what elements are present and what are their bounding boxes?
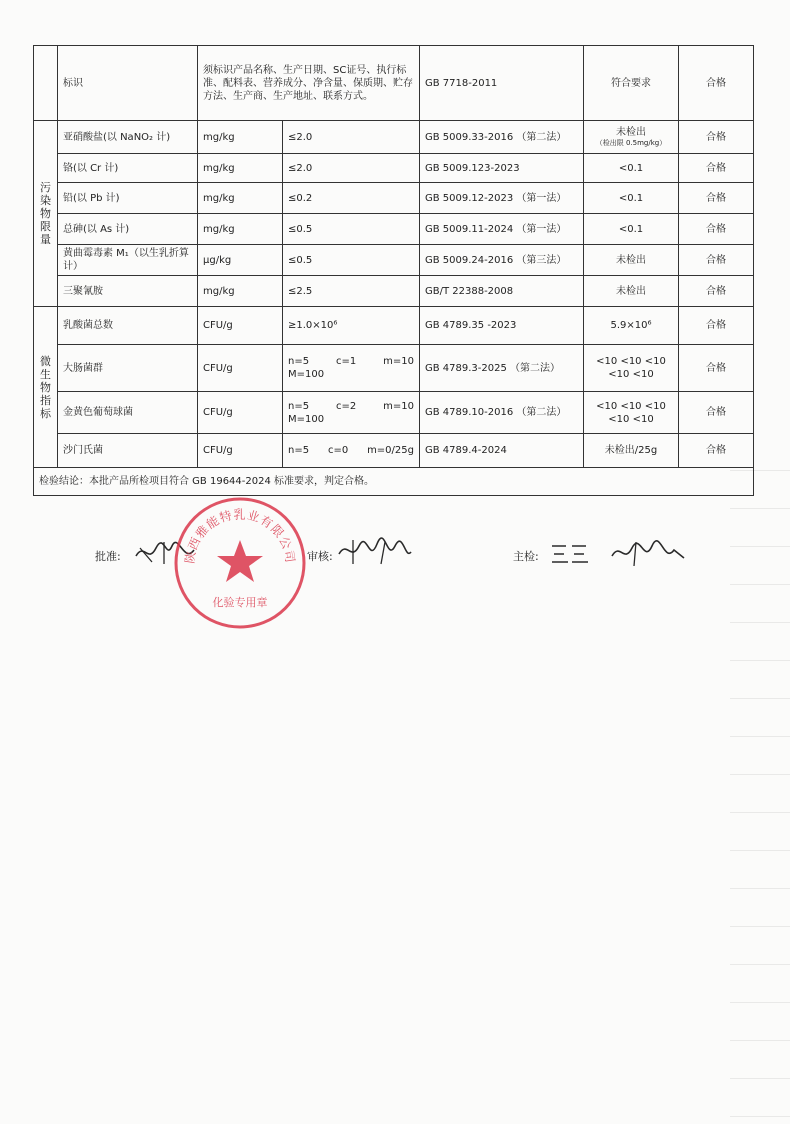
conclusion-row <box>34 468 754 496</box>
verdict-cell: 合格 <box>679 434 754 468</box>
verdict-cell: 合格 <box>679 307 754 345</box>
table-row <box>34 245 754 276</box>
limit-cell: ≤2.0 <box>283 121 420 154</box>
review-signature <box>335 534 415 570</box>
unit-cell: mg/kg <box>198 214 283 245</box>
category-micro: 微 生 物 指 标 <box>34 307 58 468</box>
unit-cell: CFU/g <box>198 392 283 434</box>
table-row <box>34 214 754 245</box>
unit-cell: μg/kg <box>198 245 283 276</box>
result-cell: <10 <10 <10 <10 <10 <box>584 345 679 392</box>
verdict-cell: 合格 <box>679 345 754 392</box>
result-cell: 未检出 <box>584 245 679 276</box>
method-cell: GB 5009.123-2023 <box>420 154 584 183</box>
unit-cell: CFU/g <box>198 307 283 345</box>
company-seal <box>173 496 307 630</box>
verdict-cell: 合格 <box>679 245 754 276</box>
result-cell: 未检出/25g <box>584 434 679 468</box>
table-row <box>34 392 754 434</box>
approve-label: 批准: <box>95 550 121 563</box>
unit-cell: CFU/g <box>198 434 283 468</box>
method-cell: GB 5009.24-2016 （第三法） <box>420 245 584 276</box>
method-cell: GB 5009.11-2024 （第一法） <box>420 214 584 245</box>
method-cell: GB/T 22388-2008 <box>420 276 584 307</box>
review-label: 审核: <box>307 550 333 563</box>
method-cell: GB 5009.33-2016 （第二法） <box>420 121 584 154</box>
result-cell: <0.1 <box>584 183 679 214</box>
unit-cell: mg/kg <box>198 121 283 154</box>
limit-cell: ≥1.0×10⁶ <box>283 307 420 345</box>
bleed-through-shadow <box>730 470 790 1120</box>
item-cell: 铅(以 Pb 计) <box>58 183 198 214</box>
method-cell: GB 5009.12-2023 （第一法） <box>420 183 584 214</box>
item-cell: 三聚氰胺 <box>58 276 198 307</box>
result-cell: 未检出 <box>584 276 679 307</box>
result-cell: 符合要求 <box>584 46 679 121</box>
verdict-cell: 合格 <box>679 392 754 434</box>
item-cell: 黄曲霉毒素 M₁（以生乳折算计） <box>58 245 198 276</box>
limit-cell: n=5 c=2 m=10 M=100 <box>283 392 420 434</box>
svg-text:陕西雅能特乳业有限公司: 陕西雅能特乳业有限公司 <box>182 507 298 565</box>
table-row <box>34 307 754 345</box>
table-row <box>34 276 754 307</box>
limit-cell: ≤0.5 <box>283 245 420 276</box>
table-row <box>34 183 754 214</box>
verdict-cell: 合格 <box>679 46 754 121</box>
unit-cell: mg/kg <box>198 276 283 307</box>
result-cell: <0.1 <box>584 154 679 183</box>
limit-cell: ≤2.5 <box>283 276 420 307</box>
unit-cell: mg/kg <box>198 183 283 214</box>
item-cell: 标识 <box>58 46 198 121</box>
item-cell: 沙门氏菌 <box>58 434 198 468</box>
category-pollutant: 污 染 物 限 量 <box>34 121 58 307</box>
inspection-table <box>33 45 754 496</box>
limit-cell: n=5 c=1 m=10 M=100 <box>283 345 420 392</box>
method-cell: GB 4789.3-2025 （第二法） <box>420 345 584 392</box>
item-cell: 乳酸菌总数 <box>58 307 198 345</box>
result-cell: 未检出 （检出限 0.5mg/kg） <box>584 121 679 154</box>
result-cell: <10 <10 <10 <10 <10 <box>584 392 679 434</box>
conclusion-text: 检验结论：本批产品所检项目符合 GB 19644-2024 标准要求，判定合格。 <box>34 468 754 496</box>
limit-cell: n=5 c=0 m=0/25g <box>283 434 420 468</box>
table-row <box>34 154 754 183</box>
verdict-cell: 合格 <box>679 154 754 183</box>
result-cell: <0.1 <box>584 214 679 245</box>
table-row <box>34 345 754 392</box>
method-cell: GB 4789.4-2024 <box>420 434 584 468</box>
item-cell: 金黄色葡萄球菌 <box>58 392 198 434</box>
table-row <box>34 434 754 468</box>
empty-category-cell <box>34 46 58 121</box>
item-cell: 亚硝酸盐(以 NaNO₂ 计) <box>58 121 198 154</box>
method-cell: GB 4789.35 -2023 <box>420 307 584 345</box>
result-cell: 5.9×10⁶ <box>584 307 679 345</box>
limit-cell: ≤0.2 <box>283 183 420 214</box>
inspector-label: 主检: <box>513 550 539 563</box>
item-cell: 铬(以 Cr 计) <box>58 154 198 183</box>
item-cell: 大肠菌群 <box>58 345 198 392</box>
limit-cell: ≤0.5 <box>283 214 420 245</box>
verdict-cell: 合格 <box>679 276 754 307</box>
unit-cell: CFU/g <box>198 345 283 392</box>
requirement-cell: 须标识产品名称、生产日期、SC证号、执行标准、配料表、营养成分、净含量、保质期、贮存方法、生产商、生产地址、联系方式。 <box>198 46 420 121</box>
inspector-signature <box>548 536 688 568</box>
unit-cell: mg/kg <box>198 154 283 183</box>
item-cell: 总砷(以 As 计) <box>58 214 198 245</box>
verdict-cell: 合格 <box>679 183 754 214</box>
verdict-cell: 合格 <box>679 121 754 154</box>
table-row <box>34 46 754 121</box>
method-cell: GB 7718-2011 <box>420 46 584 121</box>
seal-bottom-text: 化验专用章 <box>212 596 268 609</box>
limit-cell: ≤2.0 <box>283 154 420 183</box>
table-row <box>34 121 754 154</box>
verdict-cell: 合格 <box>679 214 754 245</box>
method-cell: GB 4789.10-2016 （第二法） <box>420 392 584 434</box>
